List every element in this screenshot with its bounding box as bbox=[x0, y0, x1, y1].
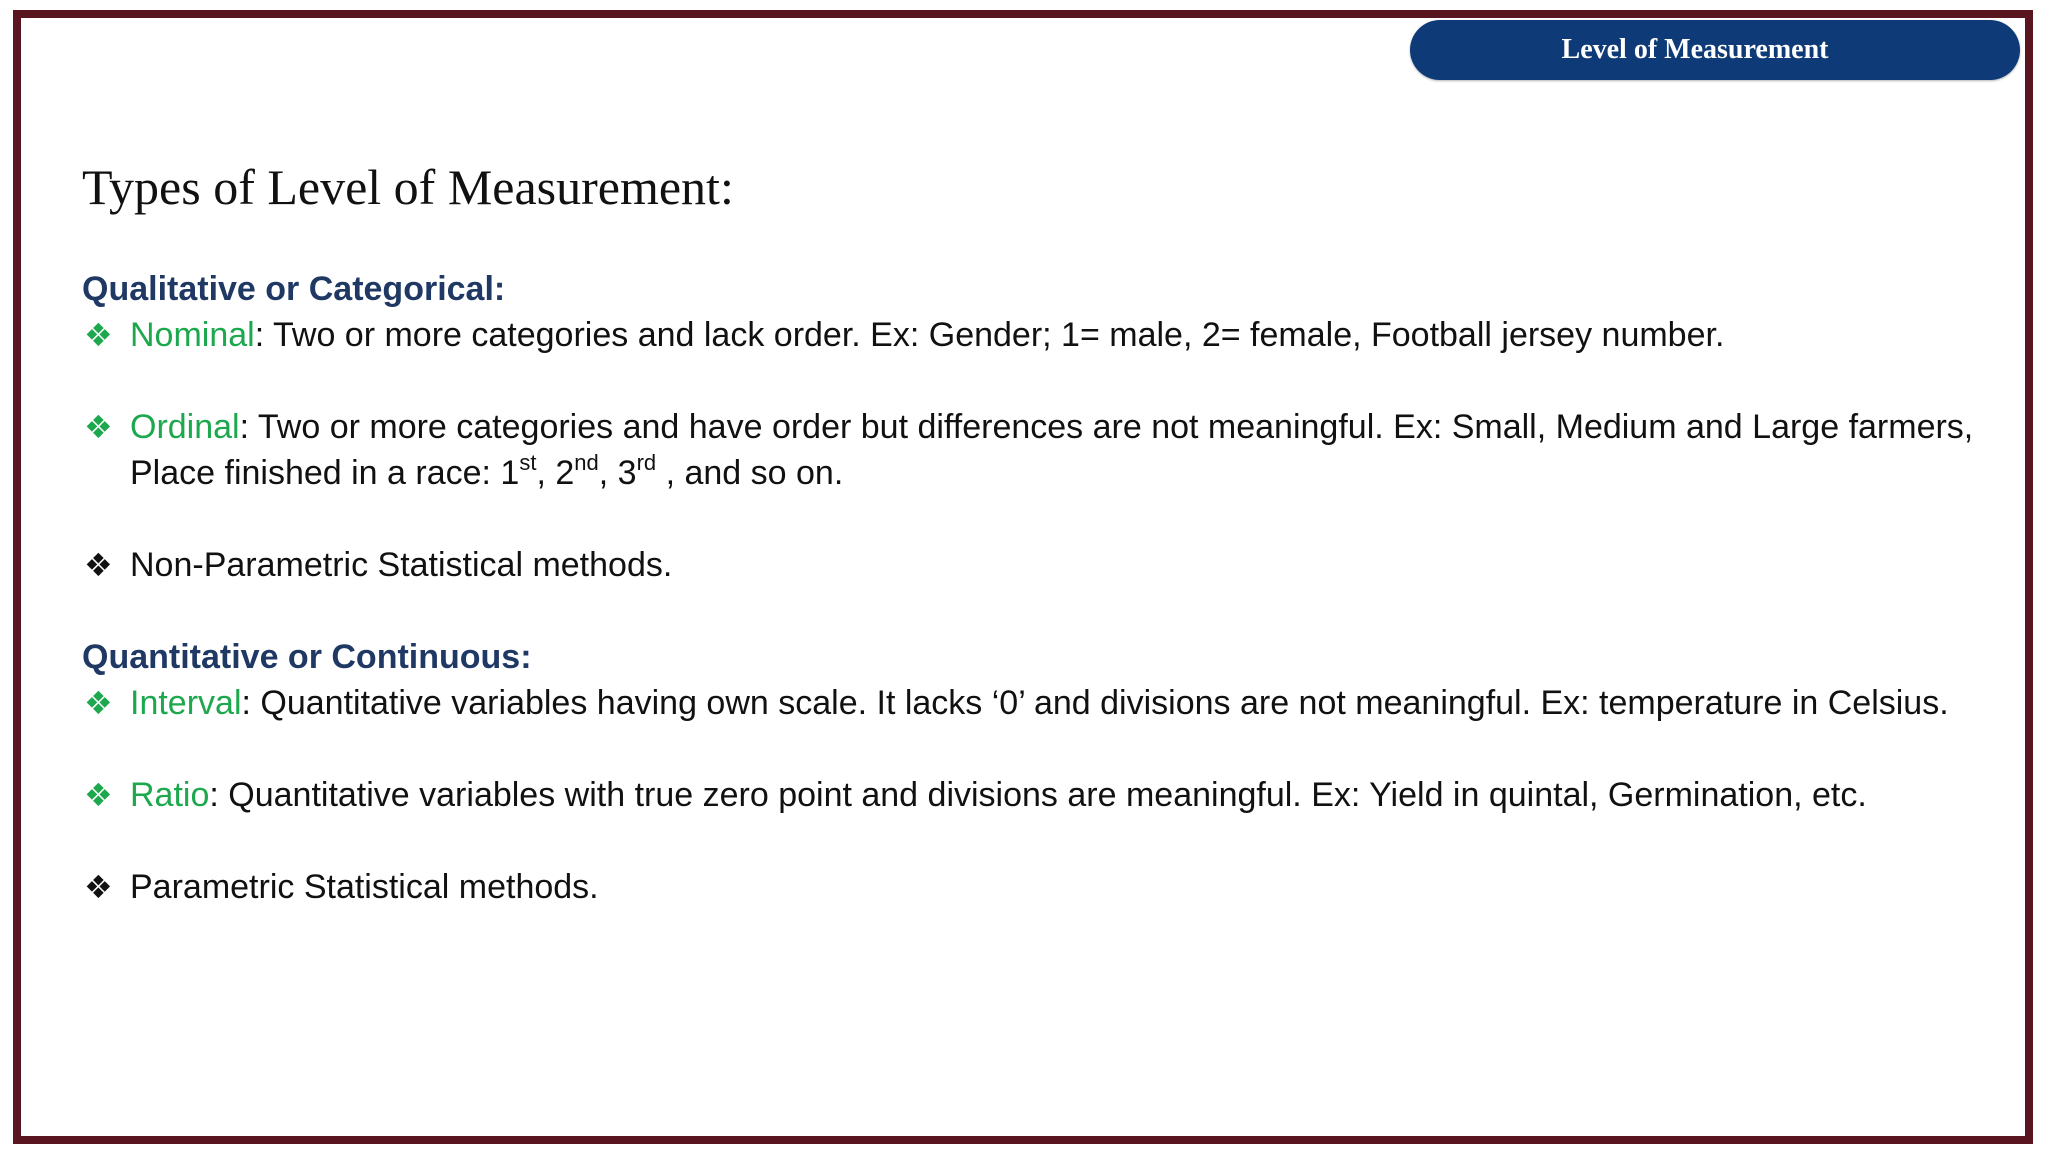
slide-content bbox=[82, 266, 1982, 956]
diamond-bullet-icon: ❖ bbox=[84, 777, 113, 813]
ordinal-tail: , and so on. bbox=[656, 454, 844, 492]
interval-term: Interval bbox=[130, 684, 242, 722]
ratio-term: Ratio bbox=[130, 776, 210, 814]
ordinal-text: : Two or more categories and have order but differences are not meaningful. Ex: Small, Medium and Large farmers, Place finished in a race: 1 bbox=[130, 408, 1974, 492]
non-parametric-text: Non-Parametric Statistical methods. bbox=[130, 546, 673, 584]
ordinal-sep-1: , 2 bbox=[536, 454, 575, 492]
diamond-bullet-icon: ❖ bbox=[84, 685, 113, 721]
parametric-text: Parametric Statistical methods. bbox=[130, 868, 599, 906]
ordinal-sup-1: st bbox=[519, 449, 537, 475]
ratio-item bbox=[82, 772, 1982, 818]
diamond-bullet-icon: ❖ bbox=[84, 547, 113, 583]
ordinal-item bbox=[82, 404, 1982, 496]
header-badge: Level of Measurement bbox=[1410, 20, 2020, 80]
non-parametric-item bbox=[82, 542, 1982, 588]
parametric-item bbox=[82, 864, 1982, 910]
ordinal-term: Ordinal bbox=[130, 408, 240, 446]
interval-item bbox=[82, 680, 1982, 726]
slide-title: Types of Level of Measurement: bbox=[82, 159, 734, 215]
interval-text: : Quantitative variables having own scale. It lacks ‘0’ and divisions are not meaningful. Ex: temperature in Celsius. bbox=[241, 684, 1949, 722]
nominal-term: Nominal bbox=[130, 316, 255, 354]
nominal-item bbox=[82, 312, 1982, 358]
quantitative-heading: Quantitative or Continuous: bbox=[82, 638, 532, 676]
diamond-bullet-icon: ❖ bbox=[84, 869, 113, 905]
ordinal-sup-2: nd bbox=[574, 449, 599, 475]
diamond-bullet-icon: ❖ bbox=[84, 317, 113, 353]
ordinal-sep-2: , 3 bbox=[598, 454, 637, 492]
ratio-text: : Quantitative variables with true zero point and divisions are meaningful. Ex: Yield in quintal, Germination, etc. bbox=[209, 776, 1867, 814]
ordinal-sup-3: rd bbox=[636, 449, 657, 475]
diamond-bullet-icon: ❖ bbox=[84, 409, 113, 445]
qualitative-heading: Qualitative or Categorical: bbox=[82, 270, 506, 308]
nominal-text: : Two or more categories and lack order. Ex: Gender; 1= male, 2= female, Football jersey number. bbox=[254, 316, 1725, 354]
